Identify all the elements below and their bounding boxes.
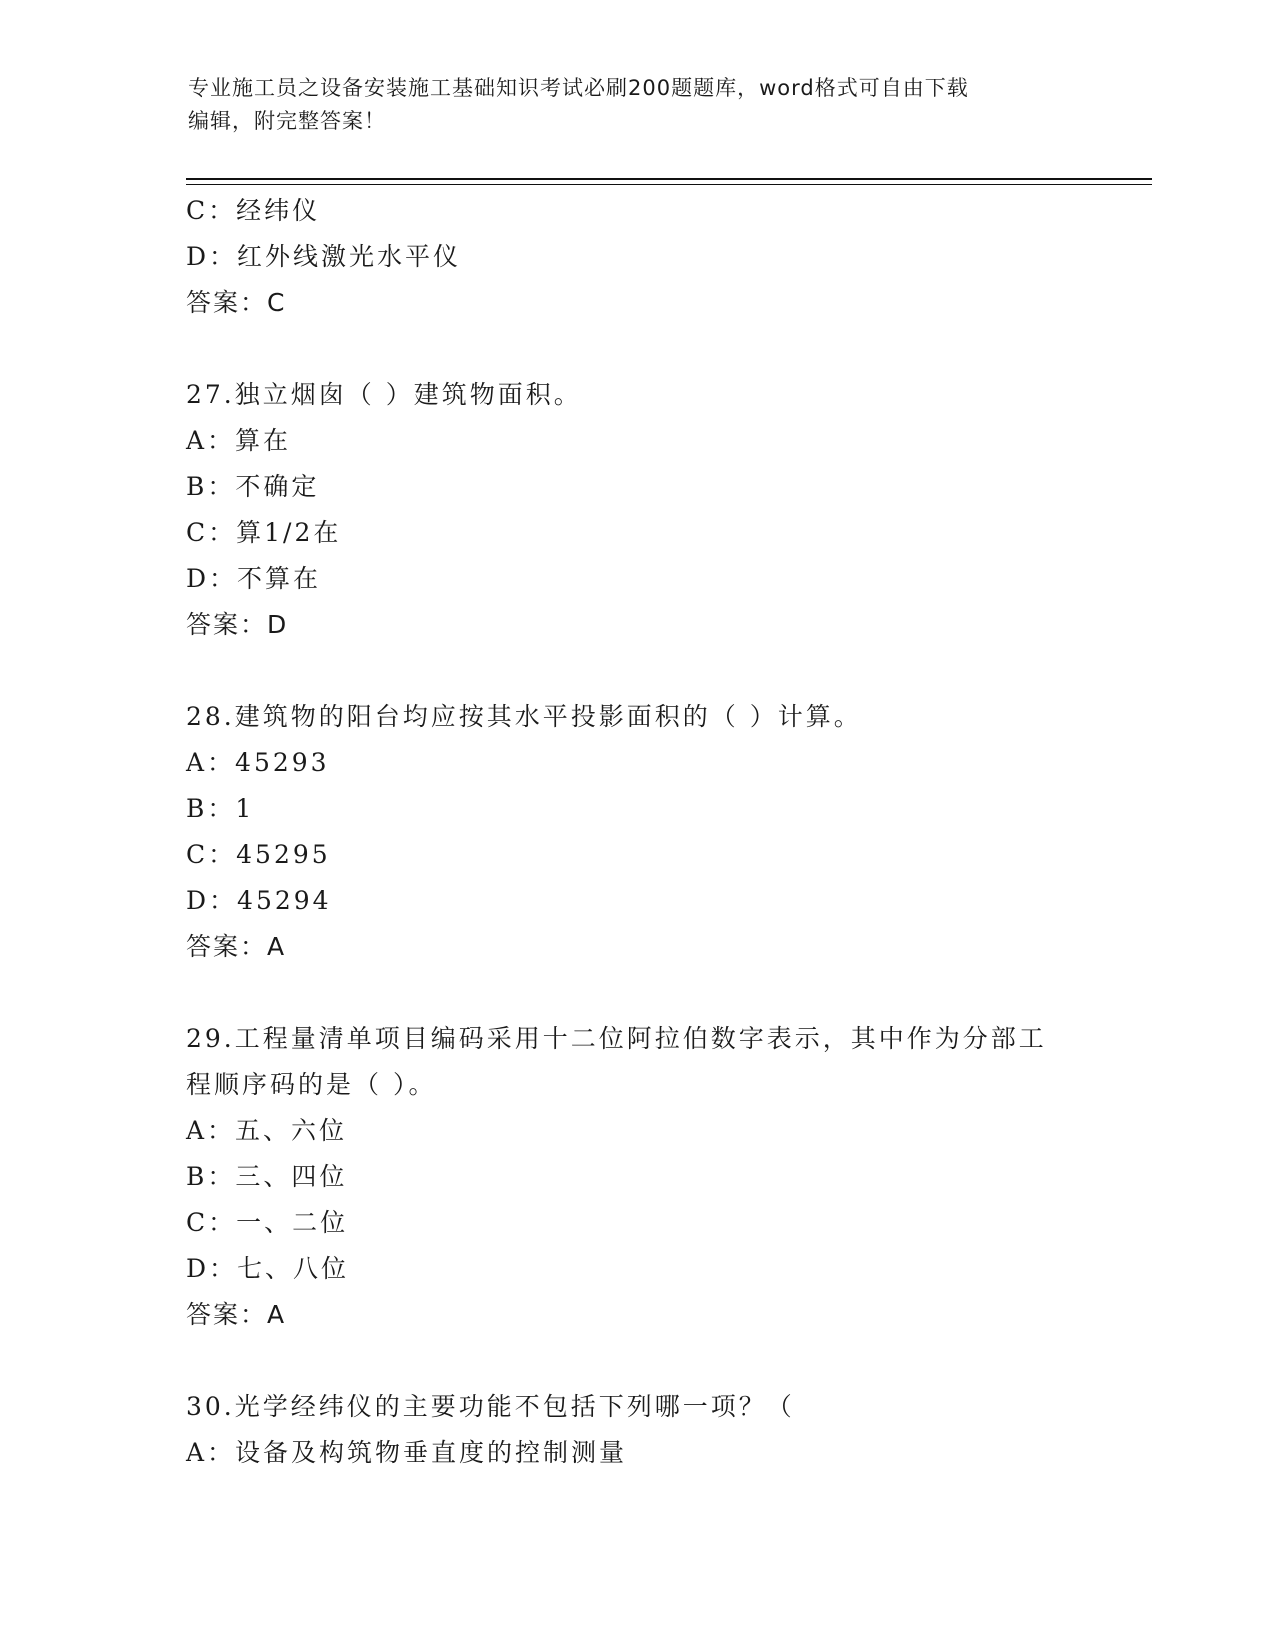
question-list [186,188,1116,1476]
document-header [188,72,1088,138]
option-c: C：经纬仪 [186,196,321,225]
question-carryover [186,188,1116,326]
option-d: D：红外线激光水平仪 [186,242,462,271]
option-d: D：七、八位 [186,1254,350,1283]
option-b: B：三、四位 [186,1162,348,1191]
header-title-line-1: 专业施工员之设备安装施工基础知识考试必刷200题题库，word格式可自由下载 [188,76,969,100]
option-a: A：45293 [186,748,330,777]
answer-label: 答案：C [186,288,287,317]
option-a: A：设备及构筑物垂直度的控制测量 [186,1438,628,1467]
question-text: 27.独立烟囱（ ）建筑物面积。 [186,380,582,409]
option-b: B：1 [186,794,255,823]
header-divider-thick [186,178,1152,180]
option-d: D：不算在 [186,564,322,593]
question-text-line-1: 29.工程量清单项目编码采用十二位阿拉伯数字表示，其中作为分部工 [186,1024,1047,1053]
question-text: 30.光学经纬仪的主要功能不包括下列哪一项？（ [186,1392,795,1421]
option-a: A：五、六位 [186,1116,348,1145]
option-c: C：一、二位 [186,1208,349,1237]
question-text: 28.建筑物的阳台均应按其水平投影面积的（ ）计算。 [186,702,862,731]
option-c: C：算1/2在 [186,518,342,547]
option-b: B：不确定 [186,472,320,501]
question-30 [186,1384,1116,1476]
option-d: D：45294 [186,886,332,915]
question-28 [186,694,1116,970]
question-27 [186,372,1116,648]
answer-label: 答案：D [186,610,289,639]
header-divider-thin [186,184,1152,185]
answer-label: 答案：A [186,1300,287,1329]
option-c: C：45295 [186,840,331,869]
question-text-line-2: 程顺序码的是（ ）。 [186,1070,437,1099]
question-29 [186,1016,1116,1338]
header-title-line-2: 编辑，附完整答案！ [188,109,386,133]
answer-label: 答案：A [186,932,287,961]
option-a: A：算在 [186,426,292,455]
